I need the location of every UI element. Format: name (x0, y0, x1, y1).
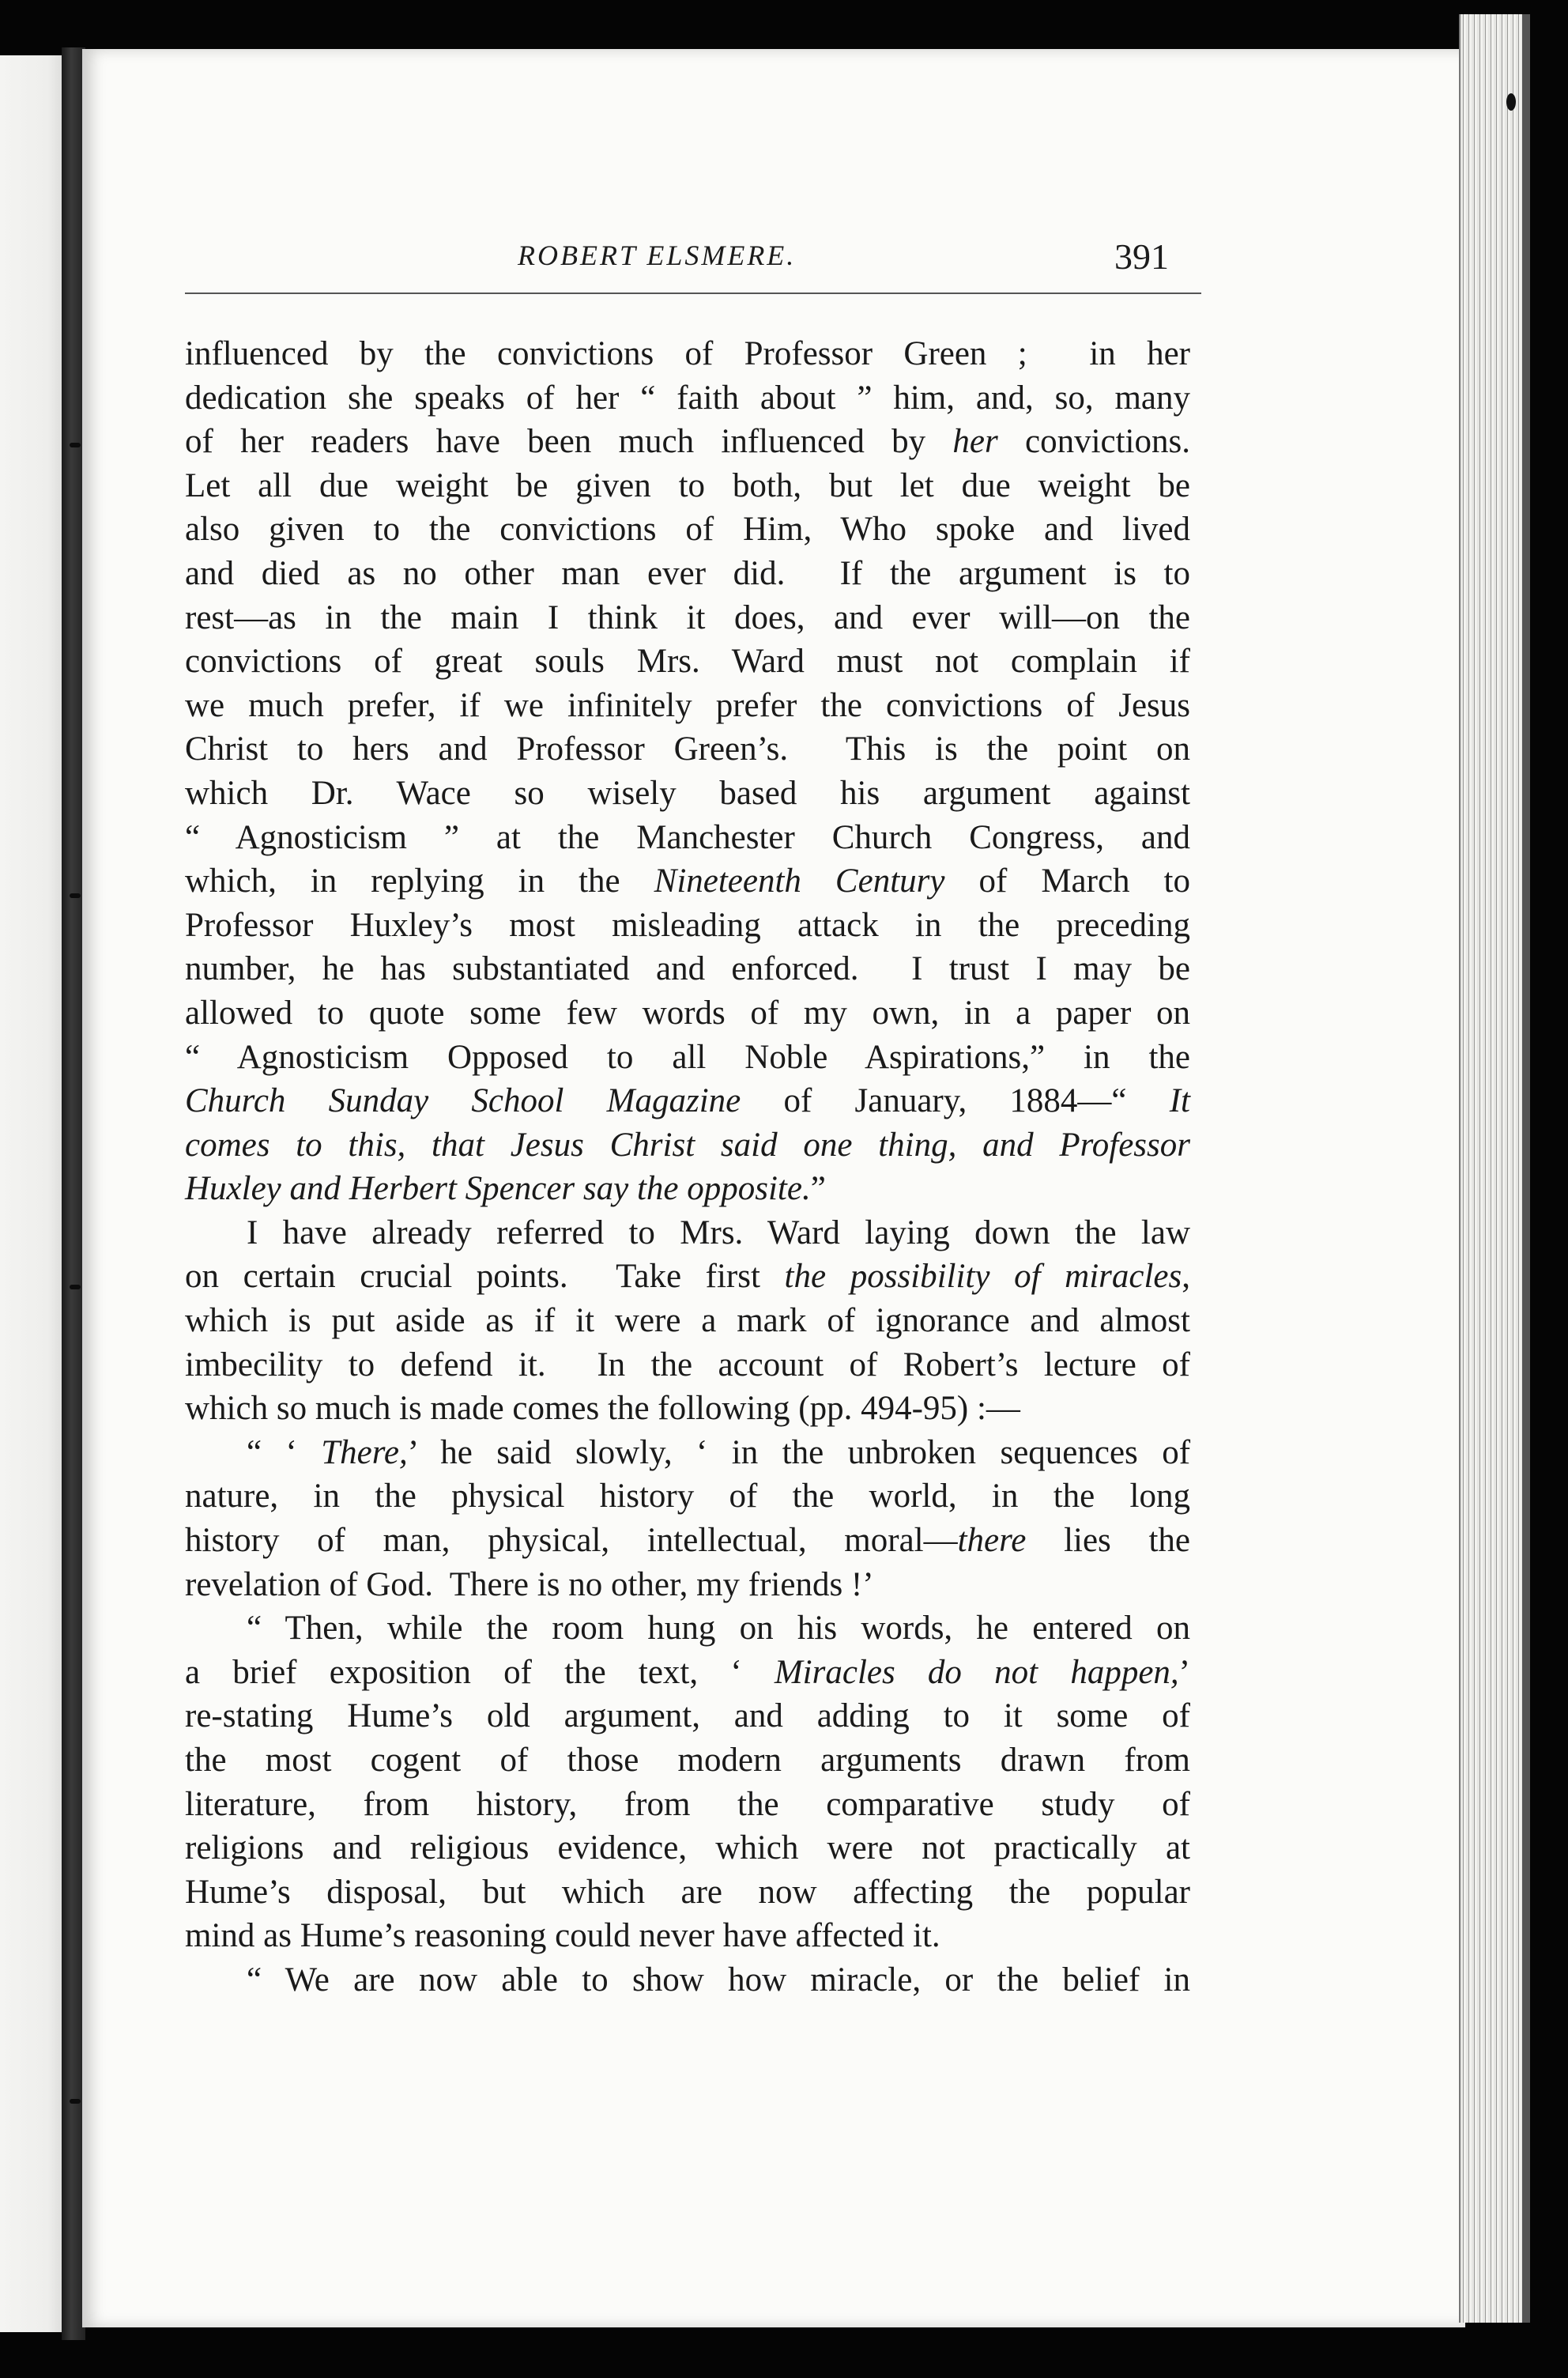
text-line (185, 991, 1190, 1036)
italic-run: comes to this, that Jesus Christ said one thing, and Professor (185, 1126, 1190, 1164)
text-line (185, 904, 1190, 948)
text-run: re-stating Hume’s old argument, and adding to it some of (185, 1697, 1190, 1735)
text-run: also given to the convictions of Him, Who spoke and lived (185, 511, 1190, 549)
scan-speck (1506, 93, 1516, 111)
binding-stitch (70, 893, 81, 898)
text-run: revelation of God. There is no other, my friends !’ (185, 1565, 874, 1603)
text-run: lies the (1026, 1522, 1190, 1560)
text-run: Let all due weight be given to both, but let due weight be (185, 466, 1190, 504)
text-line (185, 1299, 1190, 1343)
text-run: number, he has substantiated and enforced. I trust I may be (185, 950, 1190, 988)
text-line (185, 1211, 1190, 1255)
text-line (185, 1694, 1190, 1738)
text-line (185, 1958, 1190, 2002)
text-run: which so much is made comes the following (pp. 494-95) :— (185, 1390, 1020, 1428)
text-run: Professor Huxley’s most misleading attack in the preceding (185, 906, 1190, 944)
binding-stitch (70, 443, 81, 447)
text-run: which is put aside as if it were a mark of ignorance and almost (185, 1302, 1190, 1340)
text-run: dedication she speaks of her “ faith about ” him, and, so, many (185, 379, 1190, 417)
text-run: “ We are now able to show how miracle, or the belief in (247, 1961, 1190, 1999)
italic-run: Nineteenth Century (654, 862, 945, 900)
body-text (185, 332, 1190, 2002)
text-run: the most cogent of those modern arguments drawn from (185, 1742, 1190, 1779)
text-line (185, 1343, 1190, 1387)
text-run: which, in replying in the (185, 862, 654, 900)
text-line (185, 684, 1190, 728)
text-run: which Dr. Wace so wisely based his argument against (185, 774, 1190, 812)
text-run: and died as no other man ever did. If the argument is to (185, 554, 1190, 592)
text-line (185, 552, 1190, 596)
text-line (185, 1914, 1190, 1958)
text-line (185, 1783, 1190, 1827)
text-line (185, 1826, 1190, 1870)
text-run: rest—as in the main I think it does, and ever will—on the (185, 598, 1190, 636)
text-run: I have already referred to Mrs. Ward laying down the law (247, 1214, 1190, 1251)
italic-run: There, (321, 1433, 408, 1471)
binding-stitch (70, 2099, 81, 2104)
text-run: of March to (944, 862, 1191, 900)
text-run: “ Then, while the room hung on his words, he entered on (247, 1610, 1190, 1648)
text-line (185, 1167, 1190, 1211)
header-rule (185, 293, 1201, 294)
italic-run: Huxley and Herbert Spencer say the opposite. (185, 1170, 811, 1208)
text-line (185, 727, 1190, 772)
text-run: history of man, physical, intellectual, moral— (185, 1522, 958, 1560)
text-line (185, 376, 1190, 421)
text-line (185, 1563, 1190, 1607)
text-line (185, 1870, 1190, 1915)
text-line (185, 596, 1190, 640)
text-line (185, 772, 1190, 816)
text-run: allowed to quote some few words of my own, in a paper on (185, 994, 1190, 1032)
text-run: religions and religious evidence, which were not practically at (185, 1829, 1190, 1867)
italic-run: Church Sunday School Magazine (185, 1082, 741, 1120)
italic-run: there (957, 1522, 1027, 1560)
text-line (185, 1387, 1190, 1431)
running-head: ROBERT ELSMERE. (518, 240, 797, 271)
text-run: of January, 1884—“ (741, 1082, 1170, 1120)
text-line (185, 859, 1190, 904)
text-line (185, 1079, 1190, 1123)
text-line (185, 1606, 1190, 1651)
text-run: on certain crucial points. Take first (185, 1258, 785, 1296)
text-run: ’ (1178, 1653, 1190, 1691)
text-line (185, 332, 1190, 376)
italic-run: Miracles do not happen, (774, 1653, 1179, 1691)
text-line (185, 464, 1190, 508)
page-stack-edge (1459, 14, 1530, 2323)
text-run: nature, in the physical history of the world, in the long (185, 1478, 1190, 1516)
text-run: convictions. (997, 423, 1190, 461)
text-line (185, 1474, 1190, 1519)
text-run: Christ to hers and Professor Green’s. This is the point on (185, 730, 1190, 768)
text-run: ” (810, 1170, 826, 1208)
text-line (185, 1255, 1190, 1299)
text-run: “ Agnosticism ” at the Manchester Church Congress, and (185, 818, 1190, 856)
text-line (185, 420, 1190, 464)
text-line (185, 1123, 1190, 1168)
text-line (185, 947, 1190, 991)
text-run: mind as Hume’s reasoning could never have affected it. (185, 1917, 940, 1955)
page-number: 391 (1114, 236, 1169, 277)
text-line (185, 1036, 1190, 1080)
text-run: of her readers have been much influenced by (185, 423, 953, 461)
text-run: “ ‘ (247, 1433, 322, 1471)
text-run: literature, from history, from the comparative study of (185, 1785, 1190, 1823)
text-line (185, 508, 1190, 552)
italic-run: the possibility of miracles (784, 1258, 1182, 1296)
text-run: , (1182, 1258, 1190, 1296)
text-run: imbecility to defend it. In the account of Robert’s lecture of (185, 1346, 1190, 1383)
text-run: “ Agnosticism Opposed to all Noble Aspirations,” in the (185, 1038, 1190, 1076)
text-line (185, 1519, 1190, 1563)
text-run: convictions of great souls Mrs. Ward must not complain if (185, 643, 1190, 681)
text-line (185, 816, 1190, 860)
italic-run: It (1169, 1082, 1190, 1120)
text-run: a brief exposition of the text, ‘ (185, 1653, 775, 1691)
text-line (185, 1738, 1190, 1783)
text-run: Hume’s disposal, but which are now affecting the popular (185, 1873, 1190, 1911)
text-run: influenced by the convictions of Professor Green ; in her (185, 335, 1190, 372)
italic-run: her (952, 423, 998, 461)
binding-stitch (70, 1285, 81, 1289)
facing-page-edge (0, 55, 68, 2332)
text-run: ’ he said slowly, ‘ in the unbroken sequences of (407, 1433, 1191, 1471)
text-line (185, 1431, 1190, 1475)
text-line (185, 1651, 1190, 1695)
text-run: we much prefer, if we infinitely prefer the convictions of Jesus (185, 686, 1190, 724)
text-line (185, 640, 1190, 684)
